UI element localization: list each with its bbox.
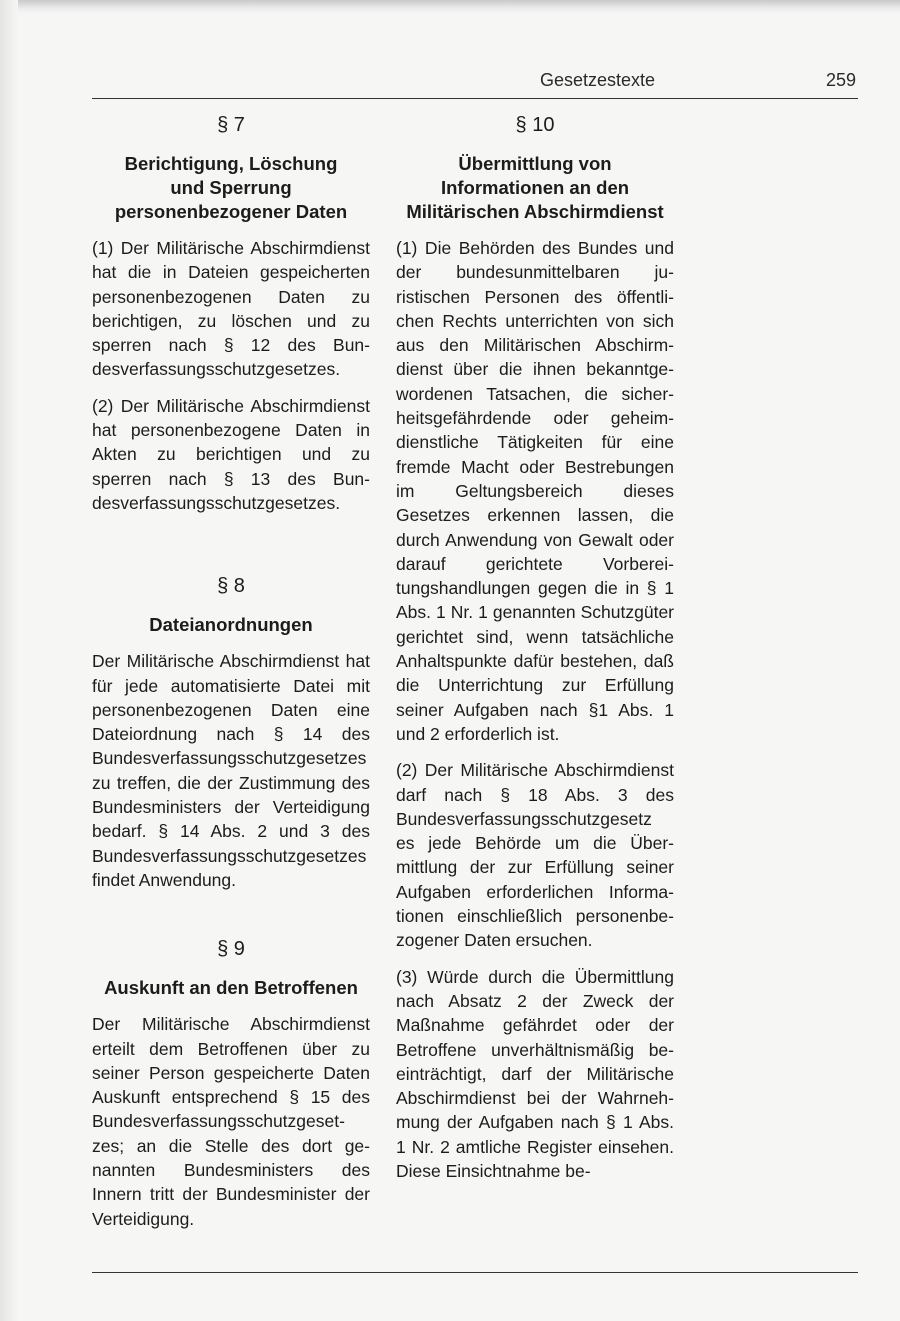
scan-edge-left [0, 0, 18, 1321]
section-7-heading-line: Berichtigung, Löschung [124, 153, 338, 174]
section-spacer [92, 527, 370, 573]
left-column [92, 112, 370, 1243]
right-column [396, 112, 674, 1195]
running-head: Gesetzestexte [540, 70, 656, 90]
section-9 [92, 936, 370, 1231]
footer-rule [92, 1272, 858, 1273]
section-10-paragraph-1: (1) Die Behörden des Bundes und der bundesunmittelbaren juristischen Personen des öffentlichen Rechts unterrichten von sich aus den Militärischen Abschirmdienst über die ihnen bekanntgewordenen Tatsachen, die sicherheitsgefährdende oder geheimdienstliche Tätigkeiten für eine fremde Macht oder Bestrebungen im Geltungsbereich dieses Gesetzes erkennen lassen, die durch Anwendung von Gewalt oder darauf gerichtete Vorbereitungshandlungen gegen die in § 1 Abs. 1 Nr. 1 genannten Schutzgüter gerichtet sind, wenn tatsächliche Anhaltspunkte dafür bestehen, daß die Unterrichtung zur Erfüllung seiner Aufgaben nach §1 Abs. 1 und 2 erforderlich ist. [396, 238, 674, 744]
section-7 [92, 112, 370, 515]
section-7-sign: § 7 [217, 114, 245, 136]
section-10-paragraph-3: (3) Würde durch die Übermittlung nach Absatz 2 der Zweck der Maßnahme gefährdet oder der Betroffene unverhältnismäßig beeinträchtigt, darf der Militärische Abschirmdienst bei der Wahrnehmung der Aufgaben nach § 1 Abs. 1 Nr. 2 amtliche Register einsehen. Diese Einsichtnahme be- [396, 966, 674, 1181]
header-rule [92, 98, 858, 99]
section-10-heading-line: Informationen an den [440, 177, 630, 198]
section-10 [396, 112, 674, 1183]
section-10-heading-line: Übermittlung von [458, 153, 612, 174]
section-10-paragraph-2: (2) Der Militärische Abschirmdienst darf nach § 18 Abs. 3 des Bundesverfassungsschutzgesetz es jede Behörde um die Übermittlung der zur Erfüllung seiner Aufgaben erforderlichen Informationen einschließlich personenbezogener Daten ersuchen. [396, 760, 674, 951]
section-7-paragraph-1: (1) Der Militärische Abschirmdienst hat die in Dateien gespeicherten personenbezogenen Daten zu berichtigen, zu löschen und zu sperren nach § 12 des Bundesverfassungsschutzgesetzes. [92, 238, 370, 380]
section-10-sign: § 10 [515, 114, 555, 136]
section-7-paragraph-2: (2) Der Militärische Abschirmdienst hat personenbezogene Daten in Akten zu berichtigen und zu sperren nach § 13 des Bundesverfassungsschutzgesetzes. [92, 395, 370, 513]
section-8-sign: § 8 [217, 575, 245, 598]
section-10-heading [396, 152, 674, 224]
section-9-sign: § 9 [217, 938, 245, 961]
section-9-paragraph-1: Der Militärische Abschirmdienst erteilt dem Betroffenen über zu seiner Person gespeicherte Daten Auskunft entsprechend § 15 des Bundesverfassungsschutzgesetzes; an die Stelle des dort genannten Bundesministers des Innern tritt der Bundesminister der Verteidigung. [92, 1014, 370, 1229]
page-number: 259 [825, 70, 856, 90]
section-spacer [92, 904, 370, 936]
section-7-heading-line: personenbezogener Daten [114, 201, 348, 222]
section-9-heading: Auskunft an den Betroffenen [104, 977, 358, 999]
section-10-heading-line: Militärischen Abschirmdienst [406, 201, 664, 222]
section-8-paragraph-1: Der Militärische Abschirmdienst hat für jede automatisierte Datei mit personenbezogenen Daten eine Dateiordnung nach § 14 des Bundesverfassungsschutzgesetzes zu treffen, die der Zustimmung des Bundesministers der Verteidigung bedarf. § 14 Abs. 2 und 3 des Bundesverfassungsschutzgesetzes findet Anwendung. [92, 651, 370, 890]
section-7-heading-line: und Sperrung [170, 177, 292, 198]
section-7-heading [92, 152, 370, 224]
section-8-heading: Dateianordnungen [149, 614, 313, 636]
section-8 [92, 573, 370, 892]
scan-edge-top [0, 0, 900, 14]
